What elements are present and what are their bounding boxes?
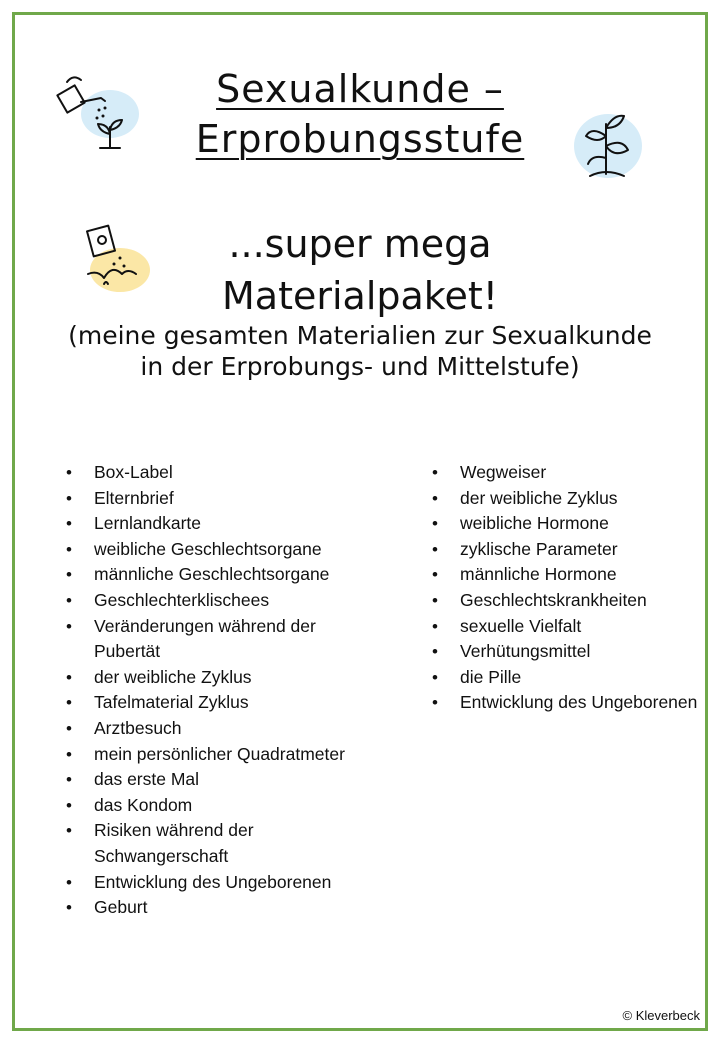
list-item: • Lernlandkarte <box>64 511 364 537</box>
list-item: • Entwicklung des Ungeborenen <box>64 870 364 896</box>
list-item: • die Pille <box>430 665 700 691</box>
title-line-1: Sexualkunde – <box>216 67 504 111</box>
list-item: • der weibliche Zyklus <box>64 665 364 691</box>
list-item: • Geschlechtskrankheiten <box>430 588 700 614</box>
list-item: • Box-Label <box>64 460 364 486</box>
list-item: • das Kondom <box>64 793 364 819</box>
list-item: • sexuelle Vielfalt <box>430 614 700 640</box>
list-item: • Geschlechterklischees <box>64 588 364 614</box>
list-item: • Entwicklung des Ungeborenen <box>430 690 700 716</box>
list-item: • Arztbesuch <box>64 716 364 742</box>
list-item: • männliche Geschlechtsorgane <box>64 562 364 588</box>
list-item: • Elternbrief <box>64 486 364 512</box>
list-item: • zyklische Parameter <box>430 537 700 563</box>
list-item: • das erste Mal <box>64 767 364 793</box>
list-item: • weibliche Geschlechtsorgane <box>64 537 364 563</box>
title-line-2: Erprobungsstufe <box>195 117 525 161</box>
list-item: • männliche Hormone <box>430 562 700 588</box>
list-item: • weibliche Hormone <box>430 511 700 537</box>
subtitle-line-1: ...super mega <box>228 222 492 266</box>
list-item: • Verhütungsmittel <box>430 639 700 665</box>
list-item: • Geburt <box>64 895 364 921</box>
copyright: © Kleverbeck <box>622 1008 700 1023</box>
material-list-left <box>64 460 364 921</box>
list-item: • der weibliche Zyklus <box>430 486 700 512</box>
description: (meine gesamten Materialien zur Sexualkunde in der Erprobungs- und Mittelstufe) <box>68 321 652 381</box>
material-list-right <box>430 460 700 716</box>
list-item: • Veränderungen während der Pubertät <box>64 614 364 665</box>
list-item: • Risiken während der Schwangerschaft <box>64 818 364 869</box>
list-item: • mein persönlicher Quadratmeter <box>64 742 364 768</box>
subtitle-line-2: Materialpaket! <box>222 274 498 318</box>
list-item: • Wegweiser <box>430 460 700 486</box>
list-item: • Tafelmaterial Zyklus <box>64 690 364 716</box>
